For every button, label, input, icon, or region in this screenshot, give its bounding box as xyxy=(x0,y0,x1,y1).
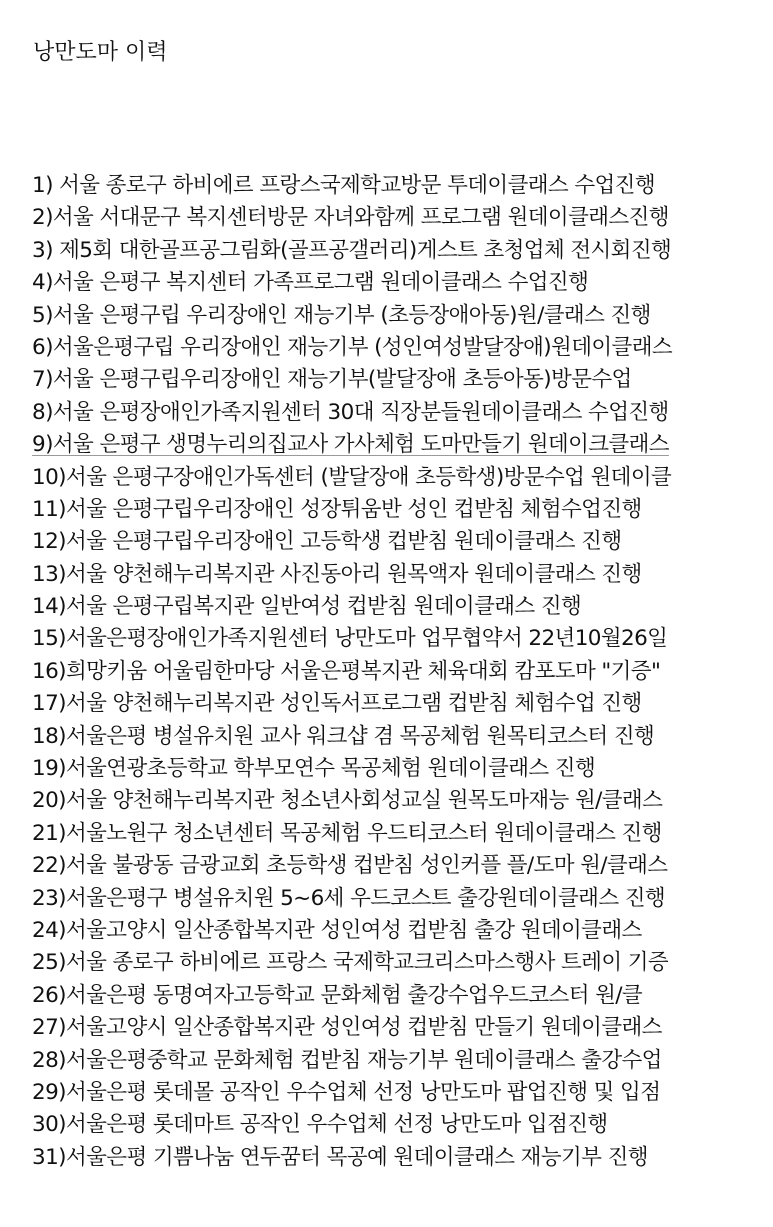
list-item: 15)서울은평장애인가족지원센터 낭만도마 업무협약서 22년10월26일 xyxy=(32,626,668,652)
list-item: 27)서울고양시 일산종합복지관 성인여성 컵받침 만들기 원데이클래스 xyxy=(32,1015,662,1041)
list-item: 26)서울은평 동명여자고등학교 문화체험 출강수업우드코스터 원/클 xyxy=(32,982,643,1008)
list-item: 13)서울 양천해누리복지관 사진동아리 원목액자 원데이클래스 진행 xyxy=(32,561,642,587)
list-item: 2)서울 서대문구 복지센터방문 자녀와함께 프로그램 원데이클래스진행 xyxy=(32,205,669,231)
list-item: 10)서울 은평구장애인가독센터 (발달장애 초등학생)방문수업 원데이클 xyxy=(32,464,672,490)
list-item: 12)서울 은평구립우리장애인 고등학생 컵받침 원데이클래스 진행 xyxy=(32,529,622,555)
list-item: 30)서울은평 롯데마트 공작인 우수업체 선정 낭만도마 입점진행 xyxy=(32,1112,608,1138)
list-item: 24)서울고양시 일산종합복지관 성인여성 컵받침 출강 원데이클래스 xyxy=(32,917,642,943)
list-item: 9)서울 은평구 생명누리의집교사 가사체험 도마만들기 원데이크클래스 xyxy=(32,432,669,458)
history-list xyxy=(32,170,767,1174)
list-item: 7)서울 은평구립우리장애인 재능기부(발달장애 초등아동)방문수업 xyxy=(32,367,632,393)
list-item: 11)서울 은평구립우리장애인 성장튀움반 성인 컵받침 체험수업진행 xyxy=(32,496,642,522)
list-item: 3) 제5회 대한골프공그림화(골프공갤러리)게스트 초청업체 전시회진행 xyxy=(32,237,672,263)
list-item: 29)서울은평 롯데몰 공작인 우수업체 선정 낭만도마 팝업진행 및 입점 xyxy=(32,1079,661,1105)
list-item: 17)서울 양천해누리복지관 성인독서프로그램 컵받침 체험수업 진행 xyxy=(32,691,642,717)
list-item: 25)서울 종로구 하비에르 프랑스 국제학교크리스마스행사 트레이 기증 xyxy=(32,950,669,976)
list-item: 14)서울 은평구립복지관 일반여성 컵받침 원데이클래스 진행 xyxy=(32,594,582,620)
list-item: 4)서울 은평구 복지센터 가족프로그램 원데이클래스 수업진행 xyxy=(32,270,589,296)
list-item: 21)서울노원구 청소년센터 목공체험 우드티코스터 원데이클래스 진행 xyxy=(32,820,662,846)
page-title: 낭만도마 이력 xyxy=(33,40,168,65)
list-item: 22)서울 불광동 금광교회 초등학생 컵받침 성인커플 플/도마 원/클래스 xyxy=(32,853,668,879)
list-item: 28)서울은평중학교 문화체험 컵받침 재능기부 원데이클래스 출강수업 xyxy=(32,1047,662,1073)
list-item: 19)서울연광초등학교 학부모연수 목공체험 원데이클래스 진행 xyxy=(32,756,596,782)
list-item: 31)서울은평 기쁨나눔 연두꿈터 목공예 원데이클래스 재능기부 진행 xyxy=(32,1144,648,1170)
list-item: 6)서울은평구립 우리장애인 재능기부 (성인여성발달장애)원데이클래스 xyxy=(32,334,673,360)
list-item: 1) 서울 종로구 하비에르 프랑스국제학교방문 투데이클래스 수업진행 xyxy=(32,173,656,198)
list-item: 8)서울 은평장애인가족지원센터 30대 직장분들원데이클래스 수업진행 xyxy=(32,399,669,425)
list-item: 23)서울은평구 병설유치원 5~6세 우드코스트 출강원데이클래스 진행 xyxy=(32,885,666,911)
list-item: 5)서울 은평구립 우리장애인 재능기부 (초등장애아동)원/클래스 진행 xyxy=(32,302,651,328)
list-item: 16)희망키움 어울림한마당 서울은평복지관 체육대회 캄포도마 "기증" xyxy=(32,658,661,684)
list-item: 20)서울 양천해누리복지관 청소년사회성교실 원목도마재능 원/클래스 xyxy=(32,788,663,814)
list-item: 18)서울은평 병설유치원 교사 워크샵 겸 목공체험 원목티코스터 진행 xyxy=(32,723,655,749)
